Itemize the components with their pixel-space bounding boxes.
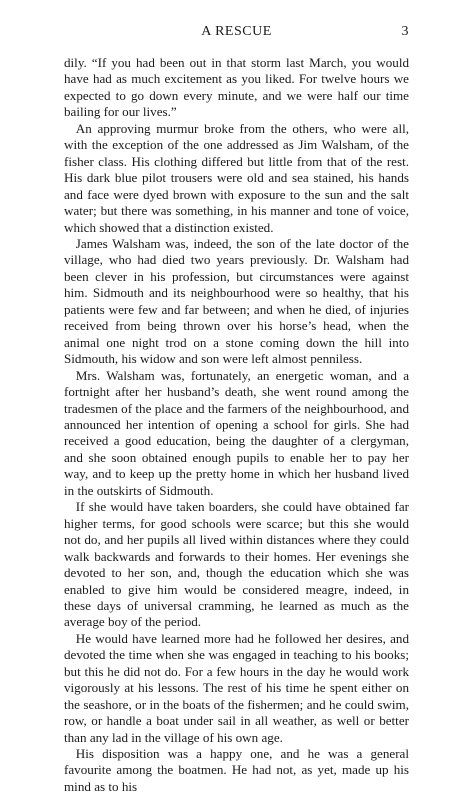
- running-title: A RESCUE: [201, 24, 272, 39]
- paragraph: Mrs. Walsham was, fortunately, an energetic woman, and a fortnight after her husband’s death, she went round among the tradesmen of the place and the farmers of the neighbourhood, and announced her intention of opening a school for girls. She had received a good education, being the daughter of a clergyman, and she soon obtained enough pupils to enable her to pay her way, and to keep up the pretty home in which her husband lived in the outskirts of Sidmouth.: [64, 367, 409, 498]
- paragraph-continued: dily. “If you had been out in that storm last March, you would have had as much excitement as you liked. For twelve hours we expected to go down every minute, and we were half our time bailing for our lives.”: [64, 55, 409, 120]
- paragraph: His disposition was a happy one, and he was a general favourite among the boatmen. He had not, as yet, made up his mind as to his: [64, 746, 409, 794]
- paragraph: If she would have taken boarders, she could have obtained far higher terms, for good schools were scarce; but this she would not do, and her pupils all lived within distances where they could walk backwards and forwards to their homes. Her evenings she devoted to her son, and, though the education which she was enabled to give him would be considered meagre, indeed, in these days of universal cramming, he learned as much as the average boy of the period.: [64, 499, 409, 630]
- body-text: [64, 55, 409, 795]
- paragraph: An approving murmur broke from the others, who were all, with the exception of the one addressed as Jim Walsham, of the fisher class. His clothing differed but little from that of the rest. His dark blue pilot trousers were old and sea stained, his hands and face were dyed brown with exposure to the sun and the salt water; but there was something, in his manner and tone of voice, which showed that a distinction existed.: [64, 120, 409, 235]
- paragraph: James Walsham was, indeed, the son of the late doctor of the village, who had died two years previously. Dr. Walsham had been clever in his profession, but circumstances were against him. Sidmouth and its neighbourhood were so healthy, that his patients were few and far between; and when he died, of injuries received from being thrown over his horse’s head, when the animal one night trod on a stone coming down the hill into Sidmouth, his widow and son were left almost penniless.: [64, 235, 409, 367]
- page-number: 3: [401, 24, 409, 39]
- running-head: [64, 24, 409, 44]
- paragraph: He would have learned more had he followed her desires, and devoted the time when she was engaged in teaching to his books; but this he did not do. For a few hours in the day he would work vigorously at his lessons. The rest of his time he spent either on the seashore, or in the boats of the fishermen; and he could swim, row, or handle a boat under sail in all weather, as well or better than any lad in the village of his own age.: [64, 630, 409, 745]
